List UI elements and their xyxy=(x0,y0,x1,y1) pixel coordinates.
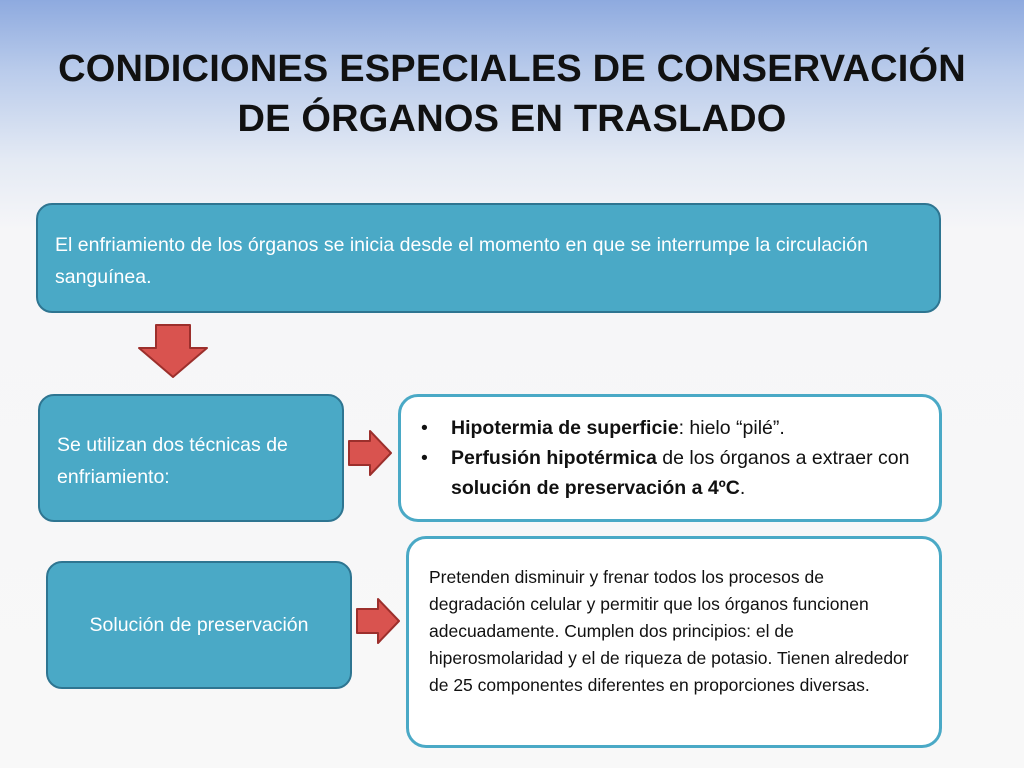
techniques-text: Se utilizan dos técnicas de enfriamiento: xyxy=(57,434,288,488)
title-line-1: CONDICIONES ESPECIALES DE CONSERVACIÓN xyxy=(58,48,966,90)
list-item xyxy=(421,443,921,503)
title-line-2: DE ÓRGANOS EN TRASLADO xyxy=(237,98,787,140)
technique-2-solution: solución de preservación a 4ºC xyxy=(451,477,740,499)
techniques-list-card xyxy=(398,394,942,522)
technique-2-end: . xyxy=(739,477,746,499)
techniques-list xyxy=(421,413,921,503)
solution-text: Solución de preservación xyxy=(89,613,309,636)
bullet-icon: • xyxy=(421,447,428,469)
techniques-box xyxy=(38,394,344,522)
solution-description-card xyxy=(406,536,942,748)
intro-text: El enfriamiento de los órganos se inicia desde el momento en que se interrumpe la circulación sanguínea. xyxy=(55,234,868,288)
intro-box xyxy=(36,203,941,313)
solution-box xyxy=(46,561,352,689)
solution-description: Pretenden disminuir y frenar todos los procesos de degradación celular y permitir que los órganos funcionen adecuadamente. Cumplen dos principios: el de hiperosmolaridad y el de riqueza de potasio. Tienen alrededor de 25 componentes diferentes en proporciones diversas. xyxy=(429,567,909,695)
technique-1-detail: : hielo “pilé”. xyxy=(678,417,785,439)
technique-2-name: Perfusión hipotérmica xyxy=(451,447,657,469)
technique-1-name: Hipotermia de superficie xyxy=(451,417,679,439)
bullet-icon: • xyxy=(421,417,428,439)
arrow-right-icon xyxy=(354,596,402,646)
technique-2-detail: de los órganos a extraer con xyxy=(656,447,910,469)
page-title xyxy=(40,44,984,144)
arrow-right-icon xyxy=(346,428,394,478)
arrow-down-icon xyxy=(136,322,210,380)
list-item xyxy=(421,413,921,443)
